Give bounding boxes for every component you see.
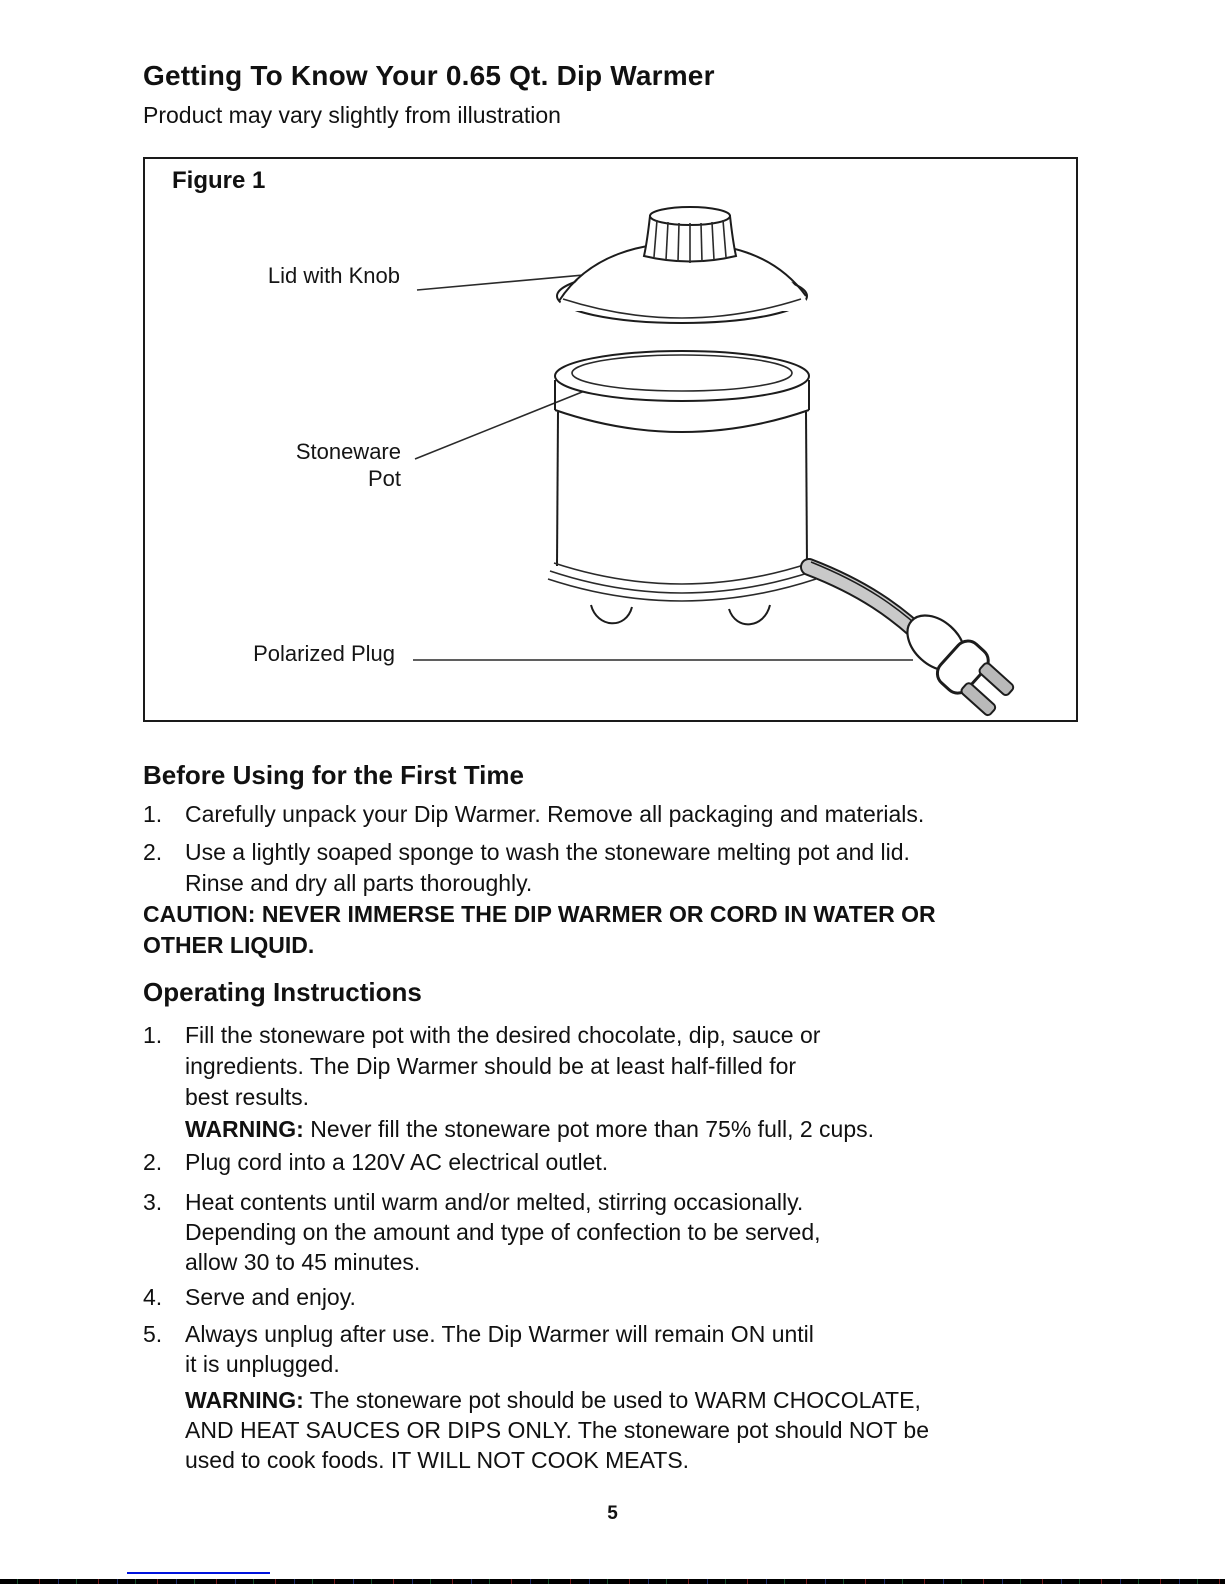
figure-title: Figure 1: [172, 167, 266, 194]
list-number: 1.: [143, 801, 163, 827]
warning-text: Never fill the stoneware pot more than 75% full, 2 cups.: [303, 1116, 875, 1142]
list-item-text: Always unplug after use. The Dip Warmer will remain ON until: [185, 1321, 814, 1347]
list-number: 2.: [143, 1149, 163, 1175]
page-title: Getting To Know Your 0.65 Qt. Dip Warmer: [143, 60, 715, 91]
warning-paragraph-usage: [185, 1385, 1105, 1475]
warning-text: The stoneware pot should be used to WARM CHOCOLATE,: [303, 1387, 921, 1413]
caution-text-line1: CAUTION: NEVER IMMERSE THE DIP WARMER OR CORD IN WATER OR: [143, 901, 936, 927]
scan-artifact-line: [0, 1579, 1225, 1584]
section-heading-before-using: Before Using for the First Time: [143, 760, 524, 790]
list-item-text: it is unplugged.: [185, 1351, 340, 1377]
label-polarized-plug: Polarized Plug: [253, 641, 395, 666]
label-stoneware-pot-line1: Stoneware: [295, 439, 401, 464]
list-item-text: Rinse and dry all parts thoroughly.: [185, 870, 533, 896]
warning-text-line2: AND HEAT SAUCES OR DIPS ONLY. The stoneware pot should NOT be: [185, 1417, 929, 1443]
list-item-text: allow 30 to 45 minutes.: [185, 1249, 421, 1275]
caution-text-line2: OTHER LIQUID.: [143, 932, 315, 958]
list-item-text: Use a lightly soaped sponge to wash the stoneware melting pot and lid.: [185, 839, 910, 865]
list-number: 2.: [143, 839, 163, 865]
page-subtitle: Product may vary slightly from illustration: [143, 102, 561, 128]
list-item: [143, 799, 1103, 830]
list-number: 3.: [143, 1189, 163, 1215]
caution-paragraph: [143, 899, 1103, 961]
list-item: [143, 1187, 1103, 1277]
list-item: [143, 837, 1103, 899]
warning-prefix: WARNING:: [185, 1116, 304, 1142]
list-item-text: best results.: [185, 1084, 309, 1110]
figure-1-box: [143, 157, 1078, 722]
list-item-text: Fill the stoneware pot with the desired chocolate, dip, sauce or: [185, 1022, 821, 1048]
list-item-text: Carefully unpack your Dip Warmer. Remove all packaging and materials.: [185, 801, 925, 827]
list-number: 5.: [143, 1321, 163, 1347]
warning-text-line3: used to cook foods. IT WILL NOT COOK MEATS.: [185, 1447, 690, 1473]
list-item-text: Serve and enjoy.: [185, 1284, 356, 1310]
list-number: 1.: [143, 1022, 163, 1048]
list-item-text: ingredients. The Dip Warmer should be at least half-filled for: [185, 1053, 797, 1079]
list-number: 4.: [143, 1284, 163, 1310]
label-stoneware-pot-line2: Pot: [367, 466, 401, 491]
warning-prefix: WARNING:: [185, 1387, 304, 1413]
list-item: [143, 1020, 1103, 1113]
list-item-text: Depending on the amount and type of confection to be served,: [185, 1219, 821, 1245]
list-item-text: Heat contents until warm and/or melted, stirring occasionally.: [185, 1189, 804, 1215]
warning-paragraph-fill: [185, 1114, 1105, 1145]
list-item-text: Plug cord into a 120V AC electrical outlet.: [185, 1149, 609, 1175]
list-item: [143, 1147, 1103, 1178]
section-heading-operating-instructions: Operating Instructions: [143, 977, 422, 1007]
page-number: 5: [607, 1503, 618, 1524]
list-item: [143, 1282, 1103, 1313]
list-item: [143, 1319, 1103, 1379]
label-stoneware-pot: [145, 438, 401, 492]
label-lid-with-knob: Lid with Knob: [267, 263, 400, 288]
footer-blue-line: [127, 1572, 270, 1574]
